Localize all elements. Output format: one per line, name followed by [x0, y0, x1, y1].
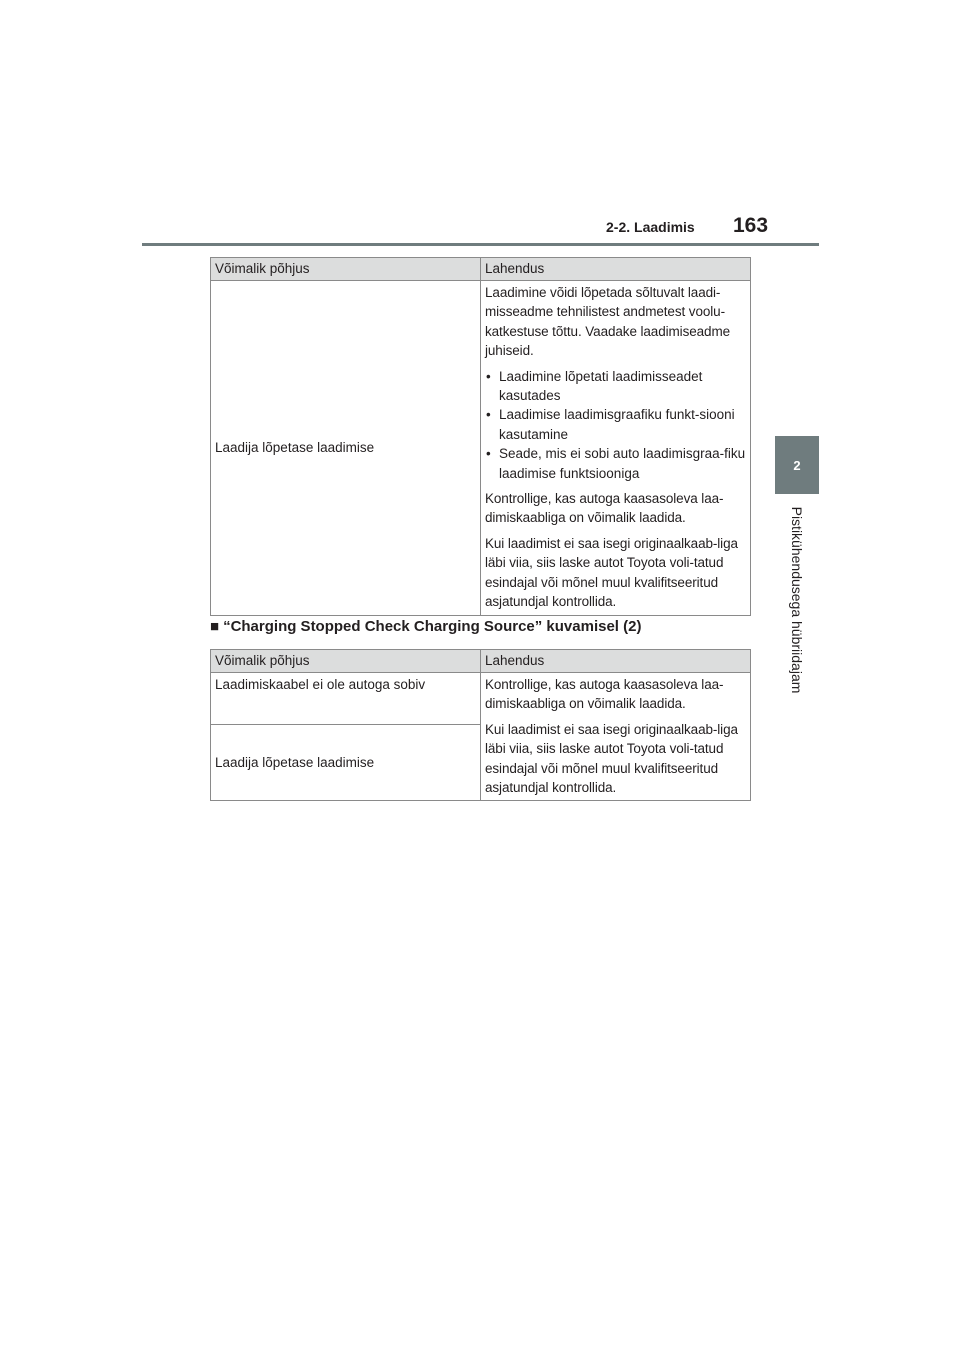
cause-solution-table-2 — [210, 649, 751, 801]
solution-check: Kontrollige, kas autoga kaasasoleva laa-dimiskaabliga on võimalik laadida. — [485, 677, 724, 712]
cause-cell: Laadija lõpetase laadimise — [211, 725, 481, 801]
column-header-cause: Võimalik põhjus — [211, 650, 481, 673]
cause-solution-table-1 — [210, 257, 751, 616]
column-header-cause: Võimalik põhjus — [211, 258, 481, 281]
table-row — [211, 673, 751, 725]
chapter-tab — [775, 436, 819, 494]
solution-check: Kontrollige, kas autoga kaasasoleva laa-dimiskaabliga on võimalik laadida. — [485, 491, 724, 526]
solution-cell — [481, 673, 751, 801]
solution-dealer: Kui laadimist ei saa isegi originaalkaab-liga läbi viia, siis laske autot Toyota voli-tatud esindajal või mõnel muul kvalifitseeritud asjatundjal kontrollida. — [485, 721, 738, 796]
list-item: • Laadimine lõpetati laadimisseadet kasutades — [485, 367, 746, 406]
square-bullet-icon: ■ — [210, 618, 220, 635]
section-subheading — [210, 618, 641, 635]
subheading-text: “Charging Stopped Check Charging Source” kuvamisel (2) — [223, 618, 642, 635]
solution-cell — [481, 281, 751, 616]
list-item: • Laadimise laadimisgraafiku funkt-siooni kasutamine — [485, 405, 746, 444]
solution-intro: Laadimine võidi lõpetada sõltuvalt laadi-misseadme tehnilistest andmetest voolu-katkestuse tõttu. Vaadake laadimiseadme juhiseid. — [485, 285, 730, 359]
table-row — [211, 281, 751, 616]
solution-dealer: Kui laadimist ei saa isegi originaalkaab-liga läbi viia, siis laske autot Toyota voli-tatud esindajal või mõnel muul kvalifitseeritud asjatundjal kontrollida. — [485, 535, 738, 610]
solution-bullets — [485, 367, 746, 483]
cause-cell: Laadimiskaabel ei ole autoga sobiv — [211, 673, 481, 725]
table-header-row — [211, 650, 751, 673]
column-header-solution: Lahendus — [481, 258, 751, 281]
table-header-row — [211, 258, 751, 281]
section-title: 2-2. Laadimis — [606, 219, 695, 235]
column-header-solution: Lahendus — [481, 650, 751, 673]
cause-cell: Laadija lõpetase laadimise — [211, 281, 481, 616]
header-rule — [142, 243, 819, 246]
list-item: • Seade, mis ei sobi auto laadimisgraa-fiku laadimise funktsiooniga — [485, 444, 746, 483]
page-number: 163 — [733, 214, 769, 237]
chapter-number: 2 — [793, 457, 801, 473]
chapter-title: Pistikühendusega hübriidajam — [789, 506, 805, 694]
